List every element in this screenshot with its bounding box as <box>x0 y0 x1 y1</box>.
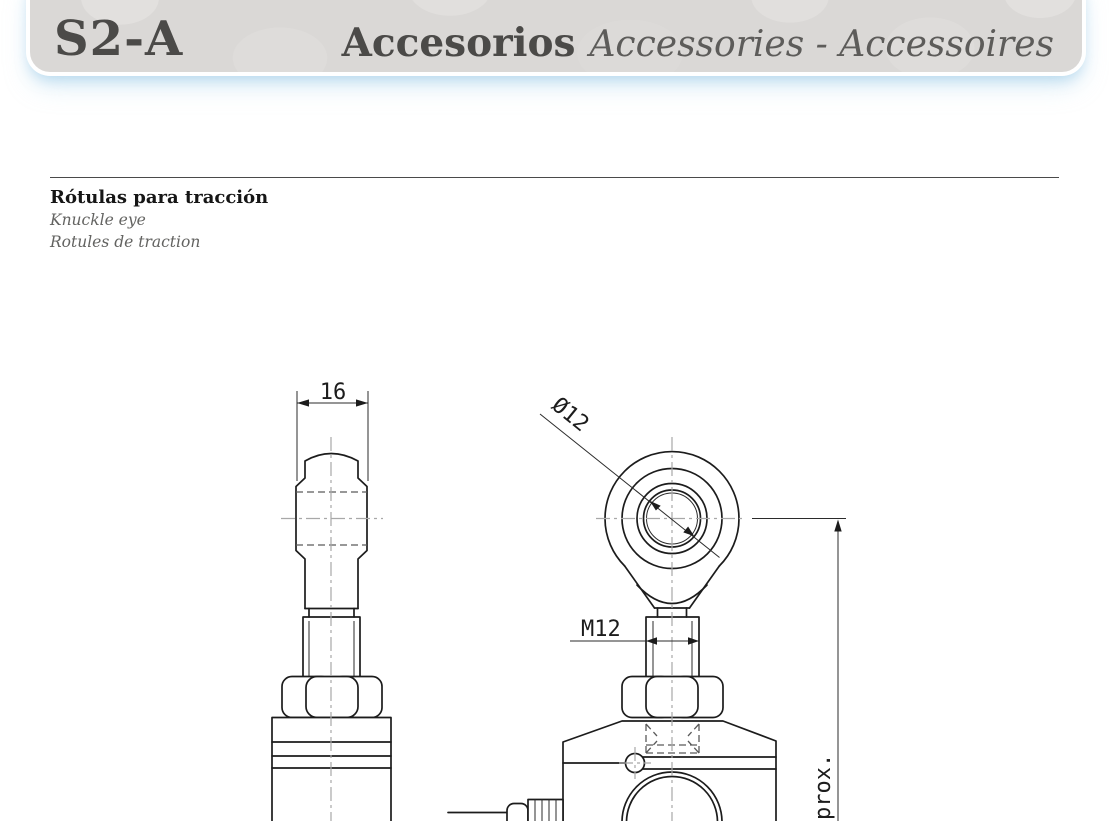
header-title-primary: Accesorios <box>341 20 576 66</box>
air-fitting <box>507 804 528 821</box>
section-title-es: Rótulas para tracción <box>50 187 269 208</box>
side-view <box>272 380 391 821</box>
front-view-body <box>563 721 776 821</box>
product-code: S2-A <box>54 11 184 67</box>
thread-dimension-label: M12 <box>581 617 621 642</box>
section-title-en: Knuckle eye <box>50 211 146 229</box>
section-title-fr: Rotules de traction <box>50 233 201 251</box>
header-title-secondary: Accessories - Accessoires <box>589 24 1054 65</box>
front-view <box>448 393 846 821</box>
diameter-dimension-label: Ø12 <box>546 392 594 438</box>
width-dimension-label: 16 <box>319 380 347 405</box>
approx-dimension-label: prox. <box>811 753 836 820</box>
